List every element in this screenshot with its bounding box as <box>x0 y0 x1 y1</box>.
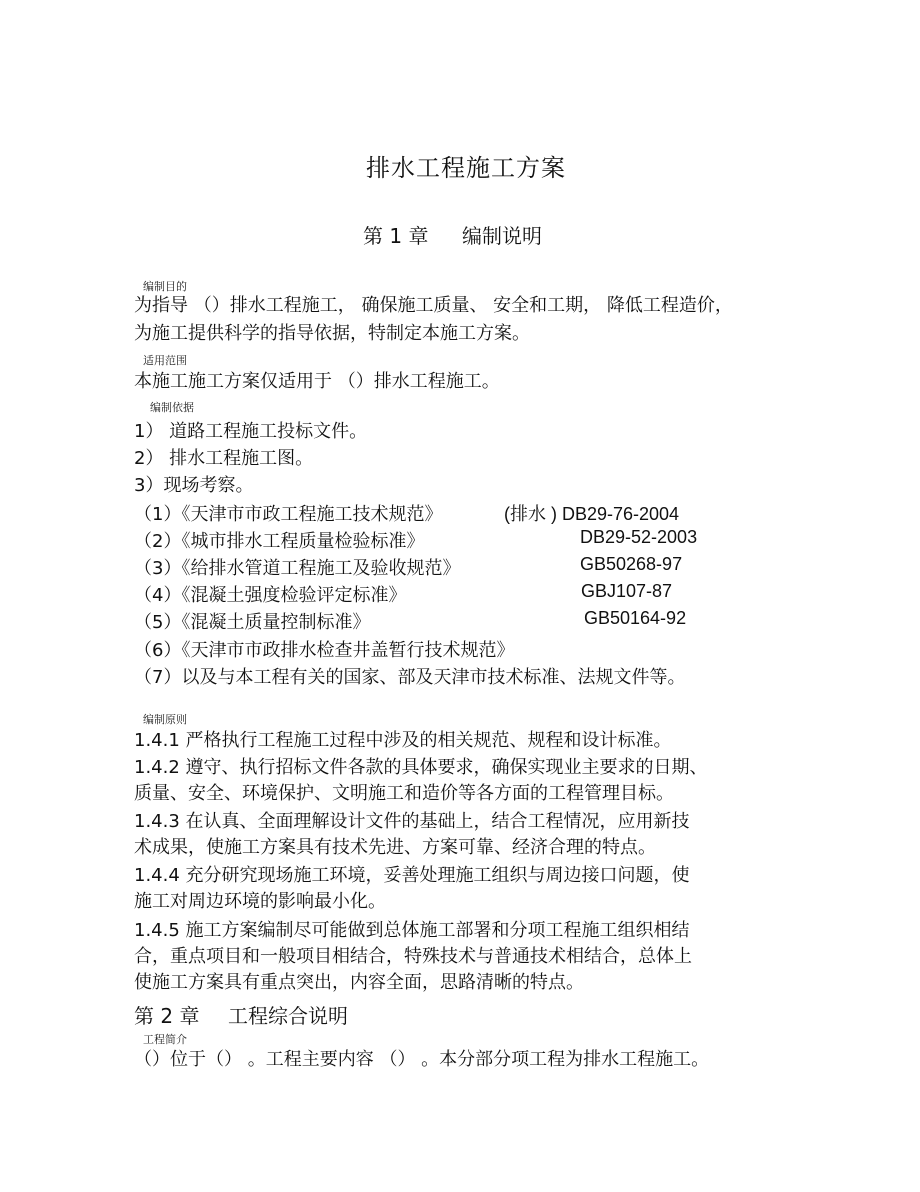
standard-name-7: （7）以及与本工程有关的国家、部及天津市技术标准、法规文件等。 <box>134 667 686 688</box>
overview-text: （）位于（） 。工程主要内容 （） 。本分部分项工程为排水工程施工。 <box>134 1049 710 1070</box>
standard-name-3: （3）《给排水管道工程施工及验收规范》 <box>134 558 461 579</box>
principle-5-line-3: 使施工方案具有重点突出，内容全面，思路清晰的特点。 <box>134 972 584 993</box>
section-heading-scope: 适用范围 <box>143 354 187 367</box>
principle-5-line-1: 1.4.5 施工方案编制尽可能做到总体施工部署和分项工程施工组织相结 <box>134 920 690 941</box>
principle-5-line-2: 合，重点项目和一般项目相结合，特殊技术与普通技术相结合，总体上 <box>134 946 692 967</box>
standard-name-1: （1）《天津市市政工程施工技术规范》 <box>134 504 443 525</box>
standard-name-6: （6）《天津市市政排水检查井盖暂行技术规范》 <box>134 640 515 661</box>
principle-4-line-1: 1.4.4 充分研究现场施工环境，妥善处理施工组织与周边接口问题，使 <box>134 865 690 886</box>
basis-item-2: 2） 排水工程施工图。 <box>134 448 314 469</box>
basis-item-1: 1） 道路工程施工投标文件。 <box>134 421 368 442</box>
principle-2-line-2: 质量、安全、环境保护、文明施工和造价等各方面的工程管理目标。 <box>134 783 674 804</box>
standard-code-5: GB50164-92 <box>584 608 687 628</box>
section-heading-principles: 编制原则 <box>143 713 187 726</box>
chapter-2-name: 工程综合说明 <box>228 1004 348 1028</box>
purpose-line-1: 为指导 （）排水工程施工， 确保施工质量、 安全和工期， 降低工程造价， <box>134 295 733 316</box>
principle-1: 1.4.1 严格执行工程施工过程中涉及的相关规范、规程和设计标准。 <box>134 730 672 751</box>
standard-code-1: (排水 ) DB29-76-2004 <box>504 504 680 524</box>
standard-name-4: （4）《混凝土强度检验评定标准》 <box>134 585 407 606</box>
standard-code-3: GB50268-97 <box>580 554 683 574</box>
section-heading-basis: 编制依据 <box>150 401 194 414</box>
document-title: 排水工程施工方案 <box>366 154 566 182</box>
section-heading-purpose: 编制目的 <box>143 280 187 293</box>
standard-name-5: （5）《混凝土质量控制标准》 <box>134 612 371 633</box>
principle-3-line-2: 术成果，使施工方案具有技术先进、方案可靠、经济合理的特点。 <box>134 837 656 858</box>
principle-2-line-1: 1.4.2 遵守、执行招标文件各款的具体要求，确保实现业主要求的日期、 <box>134 757 708 778</box>
standard-code-4: GBJ107-87 <box>581 581 673 601</box>
chapter-2-number: 第 2 章 <box>134 1004 200 1028</box>
purpose-line-2: 为施工提供科学的指导依据，特制定本施工方案。 <box>134 323 530 344</box>
standard-name-2: （2）《城市排水工程质量检验标准》 <box>134 531 425 552</box>
standard-code-2: DB29-52-2003 <box>580 527 698 547</box>
chapter-1-number: 第 1 章 <box>363 224 429 248</box>
scope-text: 本施工施工方案仅适用于 （）排水工程施工。 <box>134 371 500 392</box>
principle-3-line-1: 1.4.3 在认真、全面理解设计文件的基础上，结合工程情况，应用新技 <box>134 811 690 832</box>
basis-item-3: 3）现场考察。 <box>134 475 254 496</box>
chapter-1-name: 编制说明 <box>462 224 542 248</box>
section-heading-overview: 工程简介 <box>143 1033 187 1046</box>
principle-4-line-2: 施工对周边环境的影响最小化。 <box>134 891 386 912</box>
